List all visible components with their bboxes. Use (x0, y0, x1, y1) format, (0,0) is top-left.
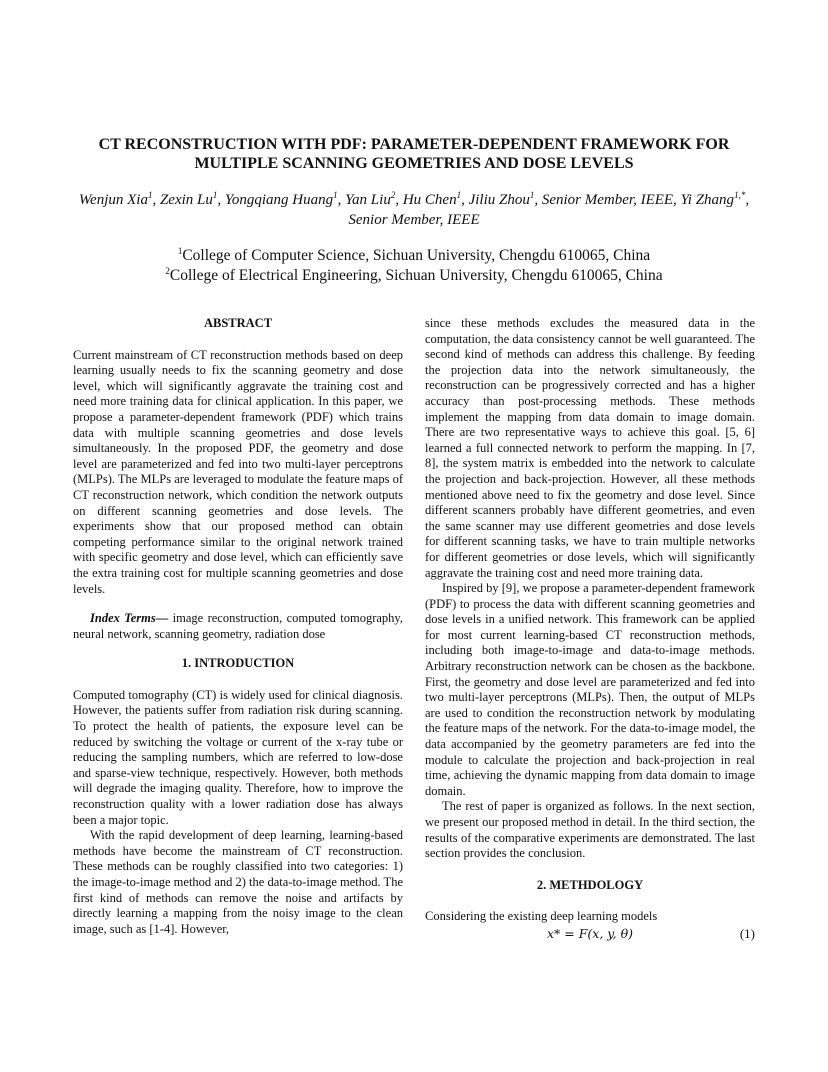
methodology-paragraph-1: Considering the existing deep learning models (425, 909, 658, 924)
abstract-text: Current mainstream of CT reconstruction methods based on deep learning usually needs to fix the scanning geometry and dose level, which will significantly aggravate the training cost and need more training data for clinical application. In this paper, we propose a parameter-dependent framework (PDF) which trains data with multiple scanning geometries and dose levels simultaneously. In the proposed PDF, the geometry and dose level are parameterized and fed into two multi-layer perceptrons (MLPs). The MLPs are leveraged to modulate the feature maps of CT reconstruction network, which condition the network outputs on different scanning geometries and dose levels. The experiments show that our proposed method can obtain competing performance similar to the original network trained with specific geometry and dose level, which can efficiently save the extra training cost for multiple scanning geometries and dose levels. (73, 347, 403, 596)
author-affiliation-mark: 1 (147, 190, 153, 200)
affiliation-2 (68, 266, 760, 286)
left-column (73, 316, 403, 937)
index-terms-text: image reconstruction, computed tomography, neural network, scanning geometry, radiation dose (73, 611, 403, 641)
intro-paragraph-4: The rest of paper is organized as follows. In the next section, we present our proposed method in detail. In the third section, the results of the comparative experiments are demonstrated. The last section provides the conclusion. (425, 799, 755, 861)
author-separator: , Senior Member, IEEE, (534, 192, 681, 208)
equation-number: (1) (739, 925, 755, 941)
author-name: Yan Liu (345, 192, 391, 208)
intro-paragraph-2-start: With the rapid development of deep learning, learning-based methods have become the mainstream of CT reconstruction. These methods can be roughly classified into two categories: 1) the image-to-image method and 2) the data-to-image method. The first kind of methods can remove the noise and artifacts by directly learning a mapping from the noisy image to the clean image, such as [1-4]. However, (73, 828, 403, 936)
author-name: Jiliu Zhou (468, 192, 530, 208)
author-affiliation-mark: 1 (529, 190, 535, 200)
equation-1 (425, 925, 755, 943)
equation-body: x* = F(x, y, θ) (547, 925, 634, 941)
author-name: Yongqiang Huang (224, 192, 334, 208)
index-terms-label: Index Terms— (90, 611, 169, 626)
affiliation-mark: 1 (177, 245, 183, 256)
author-affiliation-mark: 1 (212, 190, 218, 200)
author-separator: , (395, 192, 403, 208)
index-terms (73, 611, 403, 642)
methodology-heading: 2. METHDOLOGY (536, 877, 644, 892)
right-column (425, 316, 755, 943)
author-separator: , (461, 192, 469, 208)
author-separator: , (217, 192, 225, 208)
author-affiliation-mark: 1 (333, 190, 338, 200)
intro-paragraph-1: Computed tomography (CT) is widely used for clinical diagnosis. However, the patients suffer from radiation risk during scanning. To protect the health of patients, the exposure level can be reduced by switching the voltage or current of the x-ray tube or reducing the sampling numbers, which are referred to low-dose and sparse-view technique, respectively. However, both methods will degrade the imaging quality. Therefore, how to improve the reconstruction quality with a lower radiation dose has always been a major topic. (73, 687, 403, 827)
author-affiliation-mark: 1,* (734, 190, 746, 200)
introduction-heading: 1. INTRODUCTION (181, 656, 295, 671)
paper-title (60, 135, 768, 173)
intro-paragraph-3: Inspired by [9], we propose a parameter-dependent framework (PDF) to process the data with different scanning geometries and dose levels in a unified network. This framework can be applied for most current learning-based CT reconstruction methods, including both image-to-image and data-to-image methods. Arbitrary reconstruction network can be chosen as the backbone. First, the geometry and dose level are parameterized and fed into two multi-layer perceptrons (MLPs). Then, the output of MLPs are used to condition the reconstruction network by modulating the feature maps of the network. For the data-to-image model, the data accompanied by the geometry parameters are fed into the module to calculate the projection and back-projection in real time, achieving the dynamic mapping from data domain to image domain. (425, 581, 755, 798)
abstract-heading: ABSTRACT (203, 316, 273, 330)
affiliation-1 (68, 246, 760, 266)
intro-paragraph-2-continued: since these methods excludes the measured data in the computation, the data consistency cannot be well guaranteed. The second kind of methods can address this challenge. By feeding the projection data into the network simultaneously, the reconstruction can be progressively corrected and has a higher accuracy than post-processing methods. These methods implement the mapping from data domain to image domain. There are two representative ways to achieve this goal. [5, 6] learned a full connected network to perform the mapping. In [7, 8], the system matrix is embedded into the network to calculate the projection and back-projection. However, all these methods mentioned above need to fix the geometry and dose level. Since different scanners probably have different geometries, and even the same scanner may use different geometries and dose levels for different scanning tasks, we have to train multiple networks for different geometries or dose levels, which will significantly aggravate the training cost and need more training data. (425, 316, 755, 580)
author-list (68, 190, 760, 230)
affiliation-mark: 2 (165, 265, 170, 276)
author-name: Wenjun Xia (78, 192, 148, 208)
author-separator: , Senior Member, IEEE (348, 192, 750, 228)
author-affiliation-mark: 1 (456, 190, 462, 200)
author-separator: , (152, 192, 160, 208)
affiliation-list (68, 246, 760, 286)
title-line-2: MULTIPLE SCANNING GEOMETRIES AND DOSE LEVELS (194, 155, 634, 172)
title-line-1: CT RECONSTRUCTION WITH PDF: PARAMETER-DEPENDENT FRAMEWORK FOR (98, 136, 730, 153)
author-name: Yi Zhang (680, 192, 735, 208)
author-name: Hu Chen (402, 192, 457, 208)
author-name: Zexin Lu (159, 192, 213, 208)
author-affiliation-mark: 2 (390, 190, 396, 200)
affiliation-text: College of Computer Science, Sichuan University, Chengdu 610065, China (182, 247, 651, 264)
author-separator: , (337, 192, 346, 208)
affiliation-text: College of Electrical Engineering, Sichuan University, Chengdu 610065, China (169, 267, 663, 284)
